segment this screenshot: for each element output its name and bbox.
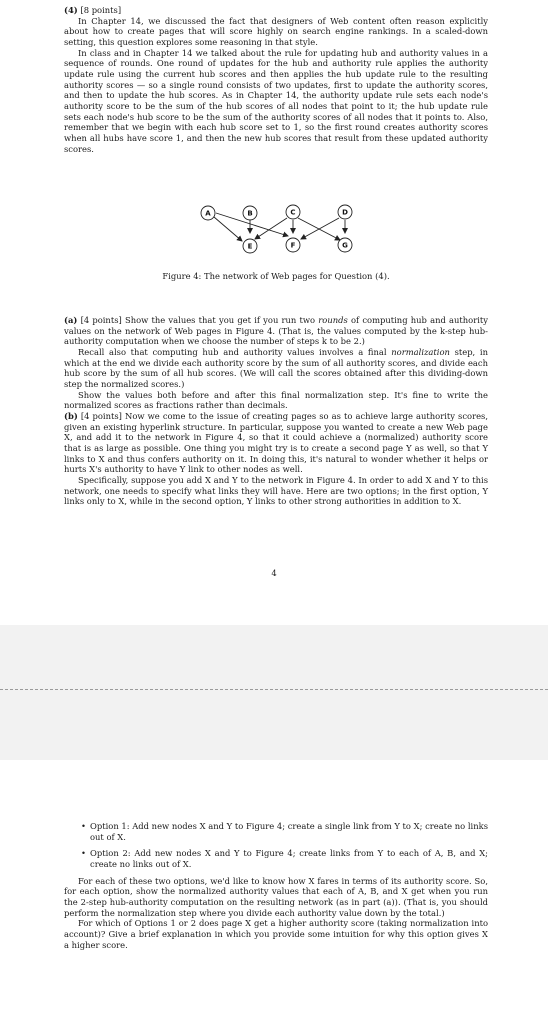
figure-caption: Figure 4: The network of Web pages for Question (4). bbox=[162, 271, 390, 281]
edge-d-f bbox=[301, 218, 339, 239]
svg-text:B: B bbox=[247, 209, 253, 218]
document-page-2 bbox=[0, 760, 548, 1019]
svg-text:F: F bbox=[290, 241, 296, 250]
page-gap bbox=[0, 625, 548, 760]
part-a-paragraph-1: (a) [4 points] Show the values that you get if you run two rounds of computing hub and authority values on the network of Web pages in Figure 4. (That is, the values computed by the k-step hub-authority computation when we choose the number of steps k to be 2.) bbox=[64, 315, 489, 347]
intro-paragraph-1: In Chapter 14, we discussed the fact that designers of Web content often reason explicitly about how to create pages that will score highly on search engine rankings. In a scaled-down setting, this question explores some reasoning in that style. bbox=[64, 15, 488, 47]
followup-paragraph-1: For each of these two options, we'd like to know how X fares in terms of its authority score. So, for each option, show the normalized authority values that each of A, B, and X get when you run the 2-step hub-authority computation on the resulting network (as in part (a)). (That is, you should perform the normalization step where you divide each authority value down by the total.) bbox=[64, 875, 488, 918]
part-a-paragraph-3: Show the values both before and after this final normalization step. It's fine to write the normalized scores as fractions rather than decimals. bbox=[64, 389, 488, 411]
edge-c-e bbox=[255, 218, 287, 239]
part-a-paragraph-2: Recall also that computing hub and authority values involves a final normalization step, in which at the end we divide each authority score by the sum of all authority scores, and divide each hub score by the sum of all hub scores. (We will call the scores obtained after this dividing-down step the normalized scores.) bbox=[64, 346, 488, 389]
problem-intro bbox=[64, 5, 488, 154]
node-e bbox=[243, 239, 257, 253]
svg-text:E: E bbox=[247, 242, 253, 251]
node-g bbox=[338, 238, 352, 252]
svg-text:D: D bbox=[342, 208, 348, 217]
problem-heading: (4) [8 points] bbox=[64, 5, 122, 15]
svg-text:C: C bbox=[290, 208, 296, 217]
option-2: • Option 2: Add new nodes X and Y to Figure 4; create links from Y to each of A, B, and X; create no links out of X. bbox=[81, 848, 488, 869]
edge-a-e bbox=[214, 217, 242, 241]
svg-text:A: A bbox=[205, 209, 211, 218]
node-b bbox=[243, 206, 257, 220]
part-b-paragraph-1: (b) [4 points] Now we come to the issue of creating pages so as to achieve large authority scores, given an existing hyperlink structure. In particular, suppose you wanted to create a new Web page X, and add it to the network in Figure 4, so that it could achieve a (normalized) authority score that is as large as possible. One thing you might try is to create a second page Y as well, so that Y links to X and thus confers authority on it. In doing this, it's natural to wonder whether it helps or hurts X's authority to have Y link to other nodes as well. bbox=[64, 410, 488, 475]
option-1: • Option 1: Add new nodes X and Y to Figure 4; create a single link from Y to X; create no links out of X. bbox=[81, 821, 488, 842]
network-figure bbox=[190, 203, 360, 257]
part-b-paragraph-2: Specifically, suppose you add X and Y to the network in Figure 4. In order to add X and Y to this network, one needs to specify what links they will have. Here are two options; in the first option, Y links only to X, while in the second option, Y links to other strong authorities in addition to X. bbox=[64, 474, 488, 507]
question-parts bbox=[64, 315, 488, 507]
followup-paragraph-2: For which of Options 1 or 2 does page X get a higher authority score (taking normalization into account)? Give a brief explanation in which you provide some intuition for why this option gives X a higher score. bbox=[64, 918, 488, 950]
intro-paragraph-2: In class and in Chapter 14 we talked about the rule for updating hub and authority values in a sequence of rounds. One round of updates for the hub and authority rule applies the authority update rule using the current hub scores and then applies the hub update rule to the resulting authority scores — so a single round consists of two updates, first to update the authority scores, and then to update the hub scores. As in Chapter 14, the authority update rule sets each node's authority score to be the sum of the hub scores of all nodes that point to it; the hub update rule sets each node's hub score to be the sum of the authority scores of all nodes that it points to. Also, remember that we begin with each hub score set to 1, so the first round creates authority scores when all hubs have score 1, and then the new hub scores that result from these updated authority scores. bbox=[64, 47, 488, 154]
node-c bbox=[286, 205, 300, 219]
page-number: 4 bbox=[271, 568, 277, 578]
node-f bbox=[286, 238, 300, 252]
svg-text:G: G bbox=[342, 241, 348, 250]
node-a bbox=[201, 206, 215, 220]
page-break-divider bbox=[0, 689, 548, 690]
options-section bbox=[64, 821, 488, 950]
node-d bbox=[338, 205, 352, 219]
